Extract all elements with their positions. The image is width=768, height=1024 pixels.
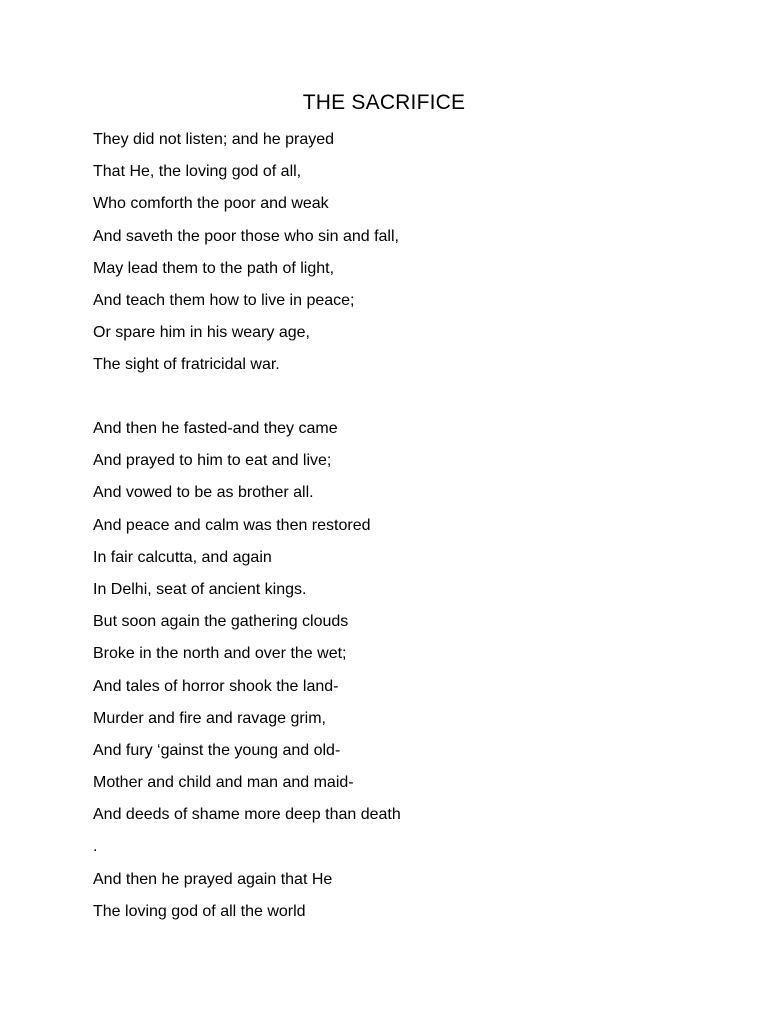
poem-line: In Delhi, seat of ancient kings. (93, 580, 307, 598)
poem-line: Who comforth the poor and weak (93, 195, 329, 213)
poem-line: And tales of horror shook the land- (93, 677, 339, 695)
poem-line: . (93, 838, 98, 856)
poem-line: May lead them to the path of light, (93, 259, 335, 277)
poem-line: Or spare him in his weary age, (93, 324, 310, 342)
poem-line: They did not listen; and he prayed (93, 131, 335, 148)
poem-line: And deeds of shame more deep than death (93, 806, 401, 824)
poem-line: The loving god of all the world (93, 902, 306, 920)
poem-line: Murder and fire and ravage grim, (93, 709, 326, 727)
stanza-2 (93, 416, 693, 931)
poem-line: And prayed to him to eat and live; (93, 452, 332, 470)
poem-line: And then he fasted-and they came (93, 420, 338, 437)
poem-line: The sight of fratricidal war. (93, 356, 280, 374)
poem-line: And peace and calm was then restored (93, 516, 371, 534)
poem-line: In fair calcutta, and again (93, 548, 272, 566)
poem-title: THE SACRIFICE (302, 91, 466, 114)
poem-line: And then he prayed again that He (93, 870, 333, 888)
poem-line: That He, the loving god of all, (93, 163, 302, 181)
poem-line: But soon again the gathering clouds (93, 613, 349, 631)
poem-line: Broke in the north and over the wet; (93, 645, 347, 663)
poem-line: And saveth the poor those who sin and fall, (93, 227, 399, 245)
stanza-1 (93, 127, 693, 385)
poem-line: And vowed to be as brother all. (93, 484, 314, 502)
poem-line: Mother and child and man and maid- (93, 774, 354, 792)
poem-line: And fury ‘gainst the young and old- (93, 741, 341, 759)
poem-line: And teach them how to live in peace; (93, 291, 355, 309)
